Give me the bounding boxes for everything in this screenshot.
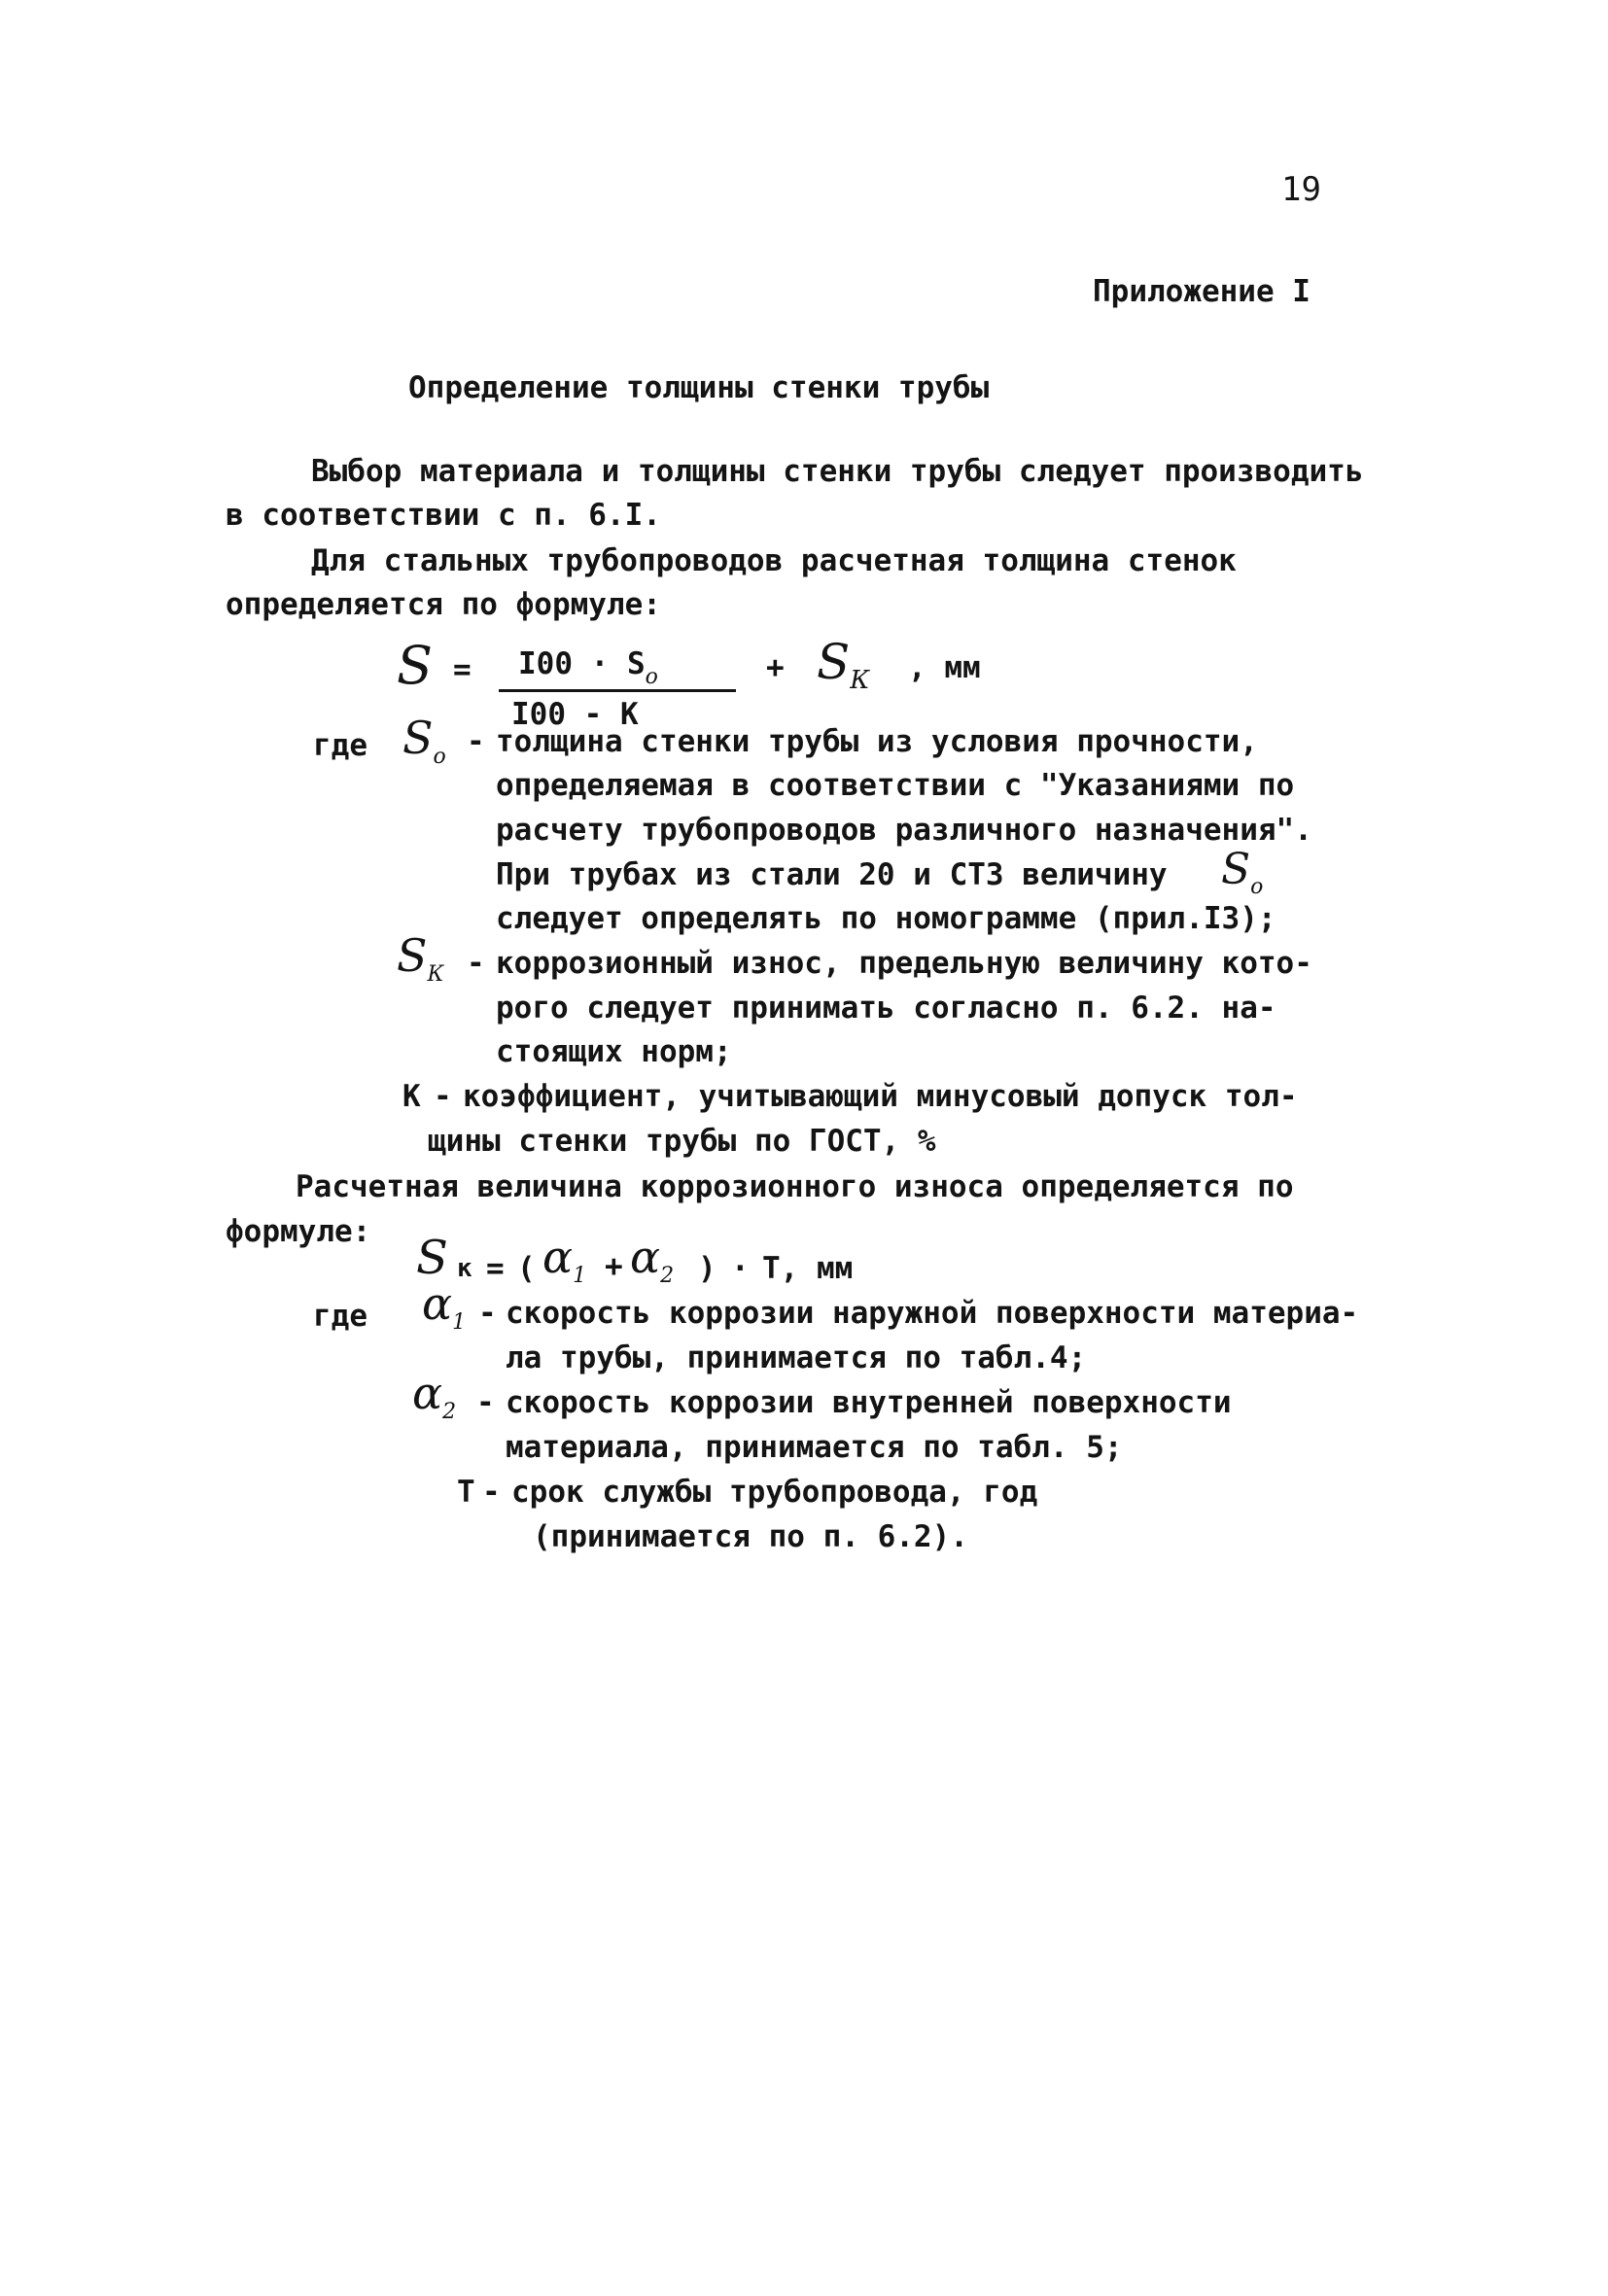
formula1-plus: +	[766, 650, 785, 685]
def-sk-line-2: рого следует принимать согласно п. 6.2. на-	[496, 991, 1276, 1026]
dash-s0: -	[467, 724, 485, 759]
dash-sk: -	[467, 946, 485, 981]
intro-line-1: Выбор материала и толщины стенки трубы следует производить	[311, 454, 1364, 489]
section-title: Определение толщины стенки трубы	[408, 370, 990, 405]
def-alpha1-line-1: скорость коррозии наружной поверхности материа-	[506, 1296, 1359, 1331]
corrosion-line-1: Расчетная величина коррозионного износа определяется по	[296, 1169, 1294, 1204]
def-alpha2-line-2: материала, принимается по табл. 5;	[506, 1430, 1123, 1465]
steel-line-1: Для стальных трубопроводов расчетная толщина стенок	[311, 543, 1237, 578]
def-t-line-2: (принимается по п. 6.2).	[533, 1519, 968, 1554]
page-number: 19	[1281, 170, 1321, 209]
formula2-open: (	[517, 1251, 536, 1286]
def-alpha2-line-1: скорость коррозии внутренней поверхности	[506, 1385, 1232, 1420]
formula1-term: $S_К$	[817, 634, 870, 695]
steel-line-2: определяется по формуле:	[226, 587, 661, 622]
where-label-1: где	[313, 728, 367, 763]
where-label-2: где	[313, 1299, 367, 1334]
formula2-equals: =	[486, 1251, 505, 1286]
def-k-line-1: коэффициент, учитывающий минусовый допуск тол-	[463, 1079, 1298, 1114]
corrosion-line-2: формуле:	[226, 1214, 371, 1249]
def-sk-line-1: коррозионный износ, предельную величину кото-	[496, 946, 1312, 981]
formula2-lhs-sub: к	[457, 1254, 472, 1283]
formula2-tail: Т, мм	[762, 1251, 854, 1286]
formula1-lhs: S	[397, 635, 433, 696]
formula2-lhs: S	[416, 1231, 448, 1285]
formula2-close: )	[698, 1251, 717, 1286]
formula2-plus: +	[605, 1249, 623, 1284]
appendix-label: Приложение I	[1093, 274, 1311, 309]
def-sk-line-3: стоящих норм;	[496, 1034, 732, 1069]
symbol-s0: $S_o$	[402, 712, 446, 769]
inline-symbol-s0: $S_o$	[1221, 845, 1264, 899]
def-s0-line-5: следует определять по номограмме (прил.I3);	[496, 901, 1276, 936]
formula2-alpha1: $\alpha_1$	[542, 1231, 587, 1288]
symbol-alpha2: $\alpha_2$	[412, 1367, 457, 1424]
def-k-line-2: щины стенки трубы по ГОСТ, %	[428, 1124, 936, 1159]
def-s0-line-3: расчету трубопроводов различного назначения".	[496, 813, 1312, 848]
def-s0-line-4: При трубах из стали 20 и СТ3 величину	[496, 857, 1168, 892]
symbol-k: К	[402, 1079, 421, 1114]
def-alpha1-line-2: ла трубы, принимается по табл.4;	[506, 1340, 1087, 1375]
dash-t: -	[482, 1475, 501, 1510]
symbol-alpha1: $\alpha_1$	[422, 1277, 467, 1335]
formula2-alpha2: $\alpha_2$	[630, 1231, 675, 1288]
formula2-dot: ·	[731, 1251, 750, 1286]
dash-alpha1: -	[478, 1296, 497, 1331]
formula1-equals: =	[453, 652, 472, 687]
formula1-numerator: $I00 \cdot S_o$	[518, 646, 658, 689]
dash-k: -	[434, 1079, 452, 1114]
intro-line-2: в соответствии с п. 6.I.	[226, 498, 661, 533]
dash-alpha2: -	[476, 1385, 495, 1420]
symbol-sk: $S_К$	[397, 929, 444, 987]
def-s0-line-1: толщина стенки трубы из условия прочности,	[496, 724, 1258, 759]
def-s0-line-2: определяемая в соответствии с "Указаниями по	[496, 768, 1295, 803]
fraction-bar	[499, 689, 736, 692]
formula1-unit: , мм	[908, 650, 981, 685]
formula1-denominator: I00 - К	[511, 697, 639, 732]
def-t-line-1: срок службы трубопровода, год	[511, 1475, 1038, 1510]
symbol-t: Т	[457, 1475, 475, 1510]
